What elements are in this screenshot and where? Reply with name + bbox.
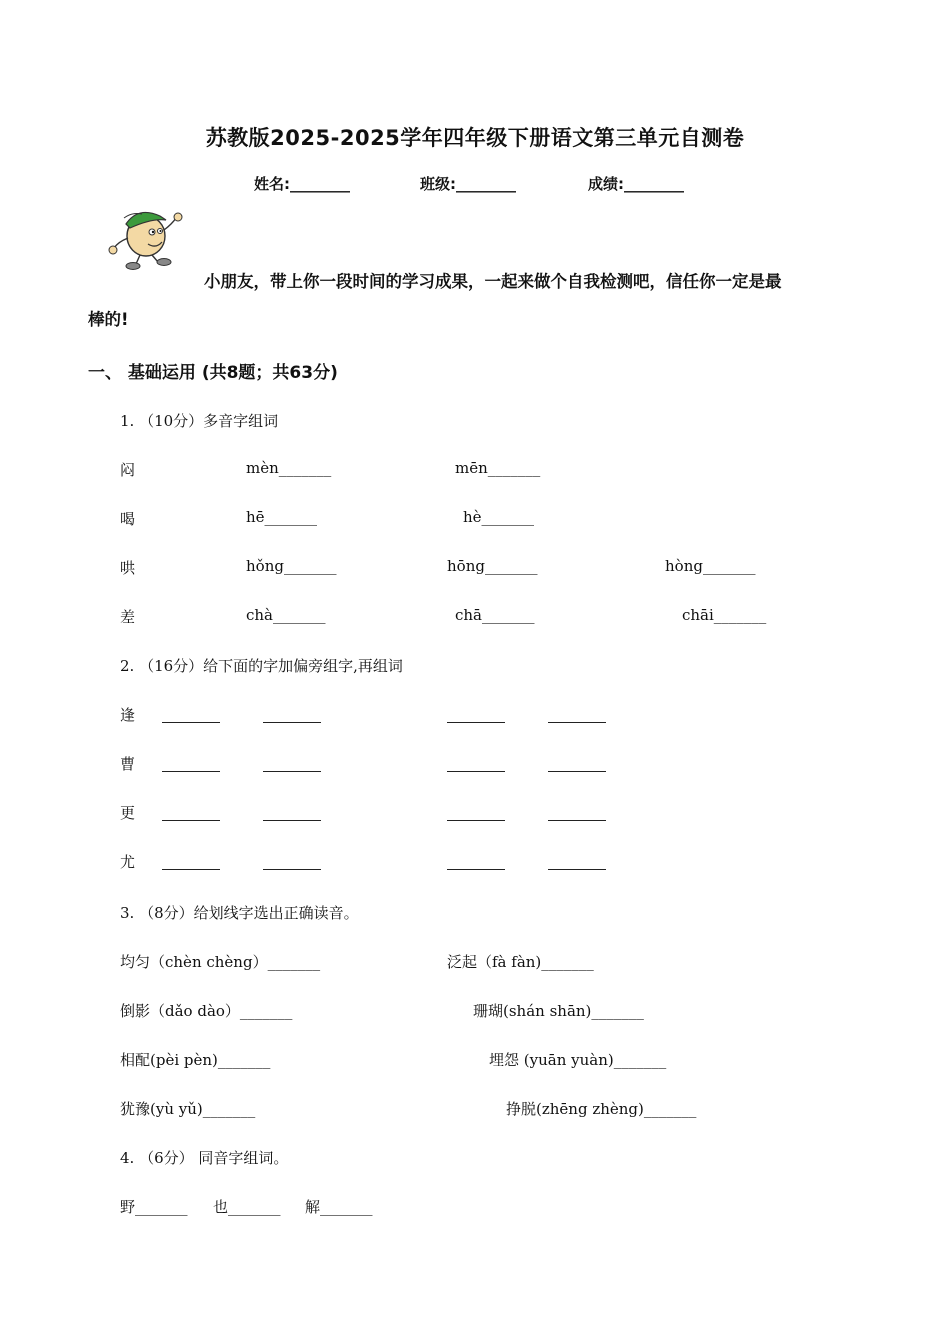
mascot-illustration: [108, 204, 188, 274]
q1-option: chā_______: [455, 606, 535, 624]
answer-blank: [162, 869, 220, 870]
q1-option: hè_______: [463, 508, 535, 526]
answer-blank: [263, 722, 321, 723]
page-title: 苏教版2025-2025学年四年级下册语文第三单元自测卷: [205, 126, 745, 150]
q1-option: hòng_______: [665, 557, 756, 575]
q1-option: chà_______: [246, 606, 326, 624]
answer-blank: [447, 771, 505, 772]
score-field-label: 成绩:________: [588, 175, 684, 193]
answer-blank: [263, 771, 321, 772]
answer-blank: [263, 820, 321, 821]
answer-blank: [548, 722, 606, 723]
q4-item: 也_______: [213, 1198, 281, 1216]
q1-option: mēn_______: [455, 459, 541, 477]
answer-blank: [447, 820, 505, 821]
q1-option: hē_______: [246, 508, 318, 526]
answer-blank: [548, 771, 606, 772]
q1-option: mèn_______: [246, 459, 332, 477]
answer-blank: [447, 869, 505, 870]
q1-char: 哄: [120, 559, 136, 577]
section-heading: 一、 基础运用 (共8题；共63分): [88, 363, 338, 383]
answer-blank: [548, 869, 606, 870]
q2-char: 曹: [120, 755, 136, 773]
intro-line-1: 小朋友，带上你一段时间的学习成果，一起来做个自我检测吧，信任你一定是最: [204, 272, 782, 291]
q4-item: 野_______: [120, 1198, 188, 1216]
q4-item: 解_______: [305, 1198, 373, 1216]
q1-option: hǒng_______: [246, 557, 337, 575]
q3-item: 珊瑚(shán shān)_______: [473, 1002, 644, 1020]
intro-line-2: 棒的!: [88, 310, 129, 329]
q3-item: 均匀（chèn chèng）_______: [120, 953, 321, 971]
question-4-title: 4. （6分） 同音字组词。: [120, 1149, 289, 1167]
question-3-title: 3. （8分）给划线字选出正确读音。: [120, 904, 359, 922]
q3-item: 倒影（dǎo dào）_______: [120, 1002, 293, 1020]
question-2-title: 2. （16分）给下面的字加偏旁组字,再组词: [120, 657, 403, 675]
q3-item: 泛起（fà fàn)_______: [447, 953, 594, 971]
q3-item: 相配(pèi pèn)_______: [120, 1051, 271, 1069]
class-field-label: 班级:________: [420, 175, 516, 193]
question-1-title: 1. （10分）多音字组词: [120, 412, 279, 430]
q3-item: 埋怨 (yuān yuàn)_______: [489, 1051, 667, 1069]
q2-char: 逢: [120, 706, 136, 724]
answer-blank: [162, 722, 220, 723]
q3-item: 挣脱(zhēng zhèng)_______: [506, 1100, 697, 1118]
answer-blank: [447, 722, 505, 723]
q1-option: hōng_______: [447, 557, 538, 575]
name-field-label: 姓名:________: [254, 175, 350, 193]
q1-char: 喝: [120, 510, 136, 528]
answer-blank: [162, 771, 220, 772]
q1-option: chāi_______: [682, 606, 767, 624]
q2-char: 更: [120, 804, 136, 822]
q3-item: 犹豫(yù yǔ)_______: [120, 1100, 256, 1118]
answer-blank: [548, 820, 606, 821]
q1-char: 差: [120, 608, 136, 626]
q1-char: 闷: [120, 461, 136, 479]
answer-blank: [162, 820, 220, 821]
answer-blank: [263, 869, 321, 870]
q2-char: 尤: [120, 853, 136, 871]
